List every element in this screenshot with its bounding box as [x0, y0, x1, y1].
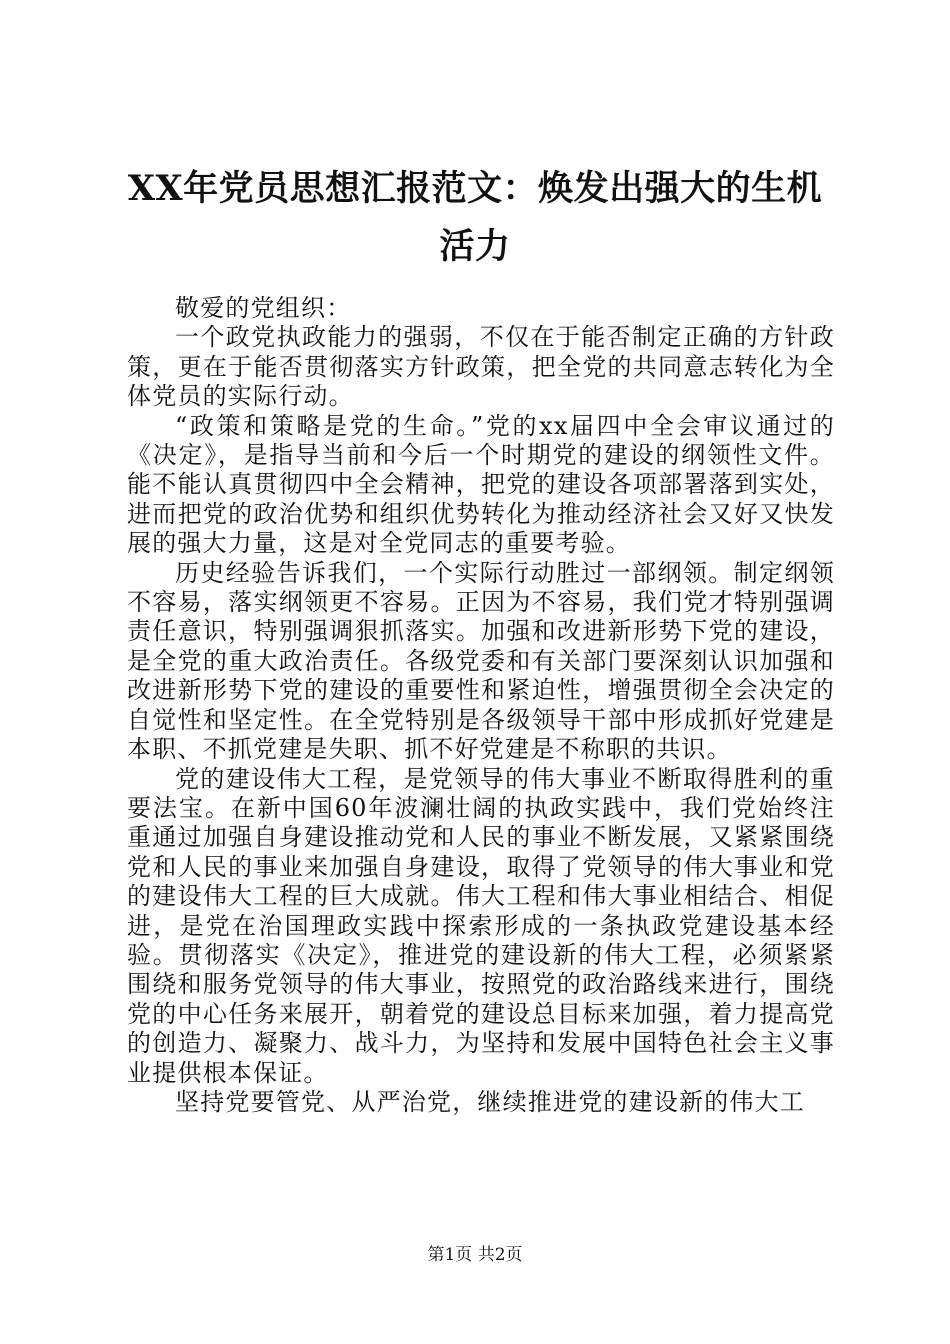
salutation: 敬爱的党组织：	[175, 294, 352, 322]
document-body	[127, 294, 835, 1117]
page-indicator: 第1页 共2页	[427, 1245, 523, 1265]
document-title: XX年党员思想汇报范文：焕发出强大的生机活力	[127, 168, 823, 267]
paragraph: 坚持党要管党、从严治党，继续推进党的建设新的伟大工	[175, 1087, 805, 1116]
paragraph: 党的建设伟大工程，是党领导的伟大事业不断取得胜利的重要法宝。在新中国60年波澜壮阔的执政实践中，我们党始终注重通过加强自身建设推动党和人民的事业不断发展，又紧紧围绕党和人民的事业来加强自身建设，取得了党领导的伟大事业和党的建设伟大工程的巨大成就。伟大工程和伟大事业相结合、相促进，是党在治国理政实践中探索形成的一条执政党建设基本经验。贯彻落实《决定》，推进党的建设新的伟大工程，必须紧紧围绕和服务党领导的伟大事业，按照党的政治路线来进行，围绕党的中心任务来展开，朝着党的建设总目标来加强，着力提高党的创造力、凝聚力、战斗力，为坚持和发展中国特色社会主义事业提供根本保证。	[127, 764, 835, 1087]
paragraph: “政策和策略是党的生命。”党的xx届四中全会审议通过的《决定》，是指导当前和今后一个时期党的建设的纲领性文件。能不能认真贯彻四中全会精神，把党的建设各项部署落到实处，进而把党的政治优势和组织优势转化为推动经济社会又好又快发展的强大力量，这是对全党同志的重要考验。	[127, 411, 835, 558]
paragraph: 历史经验告诉我们，一个实际行动胜过一部纲领。制定纲领不容易，落实纲领更不容易。正因为不容易，我们党才特别强调责任意识，特别强调狠抓落实。加强和改进新形势下党的建设，是全党的重大政治责任。各级党委和有关部门要深刻认识加强和改进新形势下党的建设的重要性和紧迫性，增强贯彻全会决定的自觉性和坚定性。在全党特别是各级领导干部中形成抓好党建是本职、不抓党建是失职、抓不好党建是不称职的共识。	[127, 558, 835, 764]
page-footer	[0, 1244, 950, 1266]
paragraph: 一个政党执政能力的强弱，不仅在于能否制定正确的方针政策，更在于能否贯彻落实方针政策，把全党的共同意志转化为全体党员的实际行动。	[127, 323, 835, 411]
